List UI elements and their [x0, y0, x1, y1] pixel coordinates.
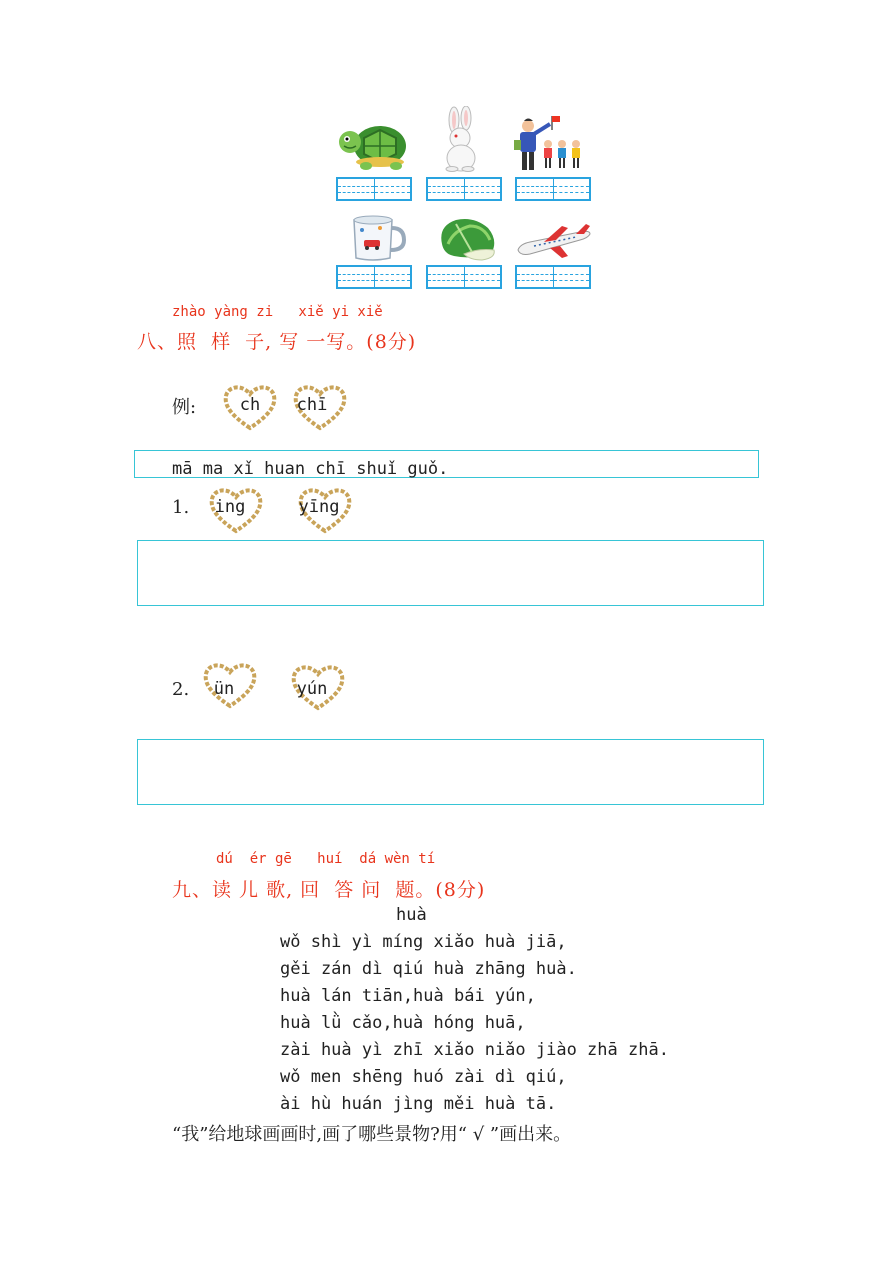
item1-heart-1: ing [214, 497, 246, 517]
teacher-children-icon [514, 114, 588, 172]
item2-answer-box[interactable] [137, 739, 764, 805]
section8-title: 八、照 样 子, 写 一写。(8分) [137, 331, 417, 353]
question-text: “我”给地球画画时,画了哪些景物?用“ √ ”画出来。 [172, 1124, 572, 1145]
writing-grid[interactable] [336, 177, 412, 201]
writing-grid[interactable] [426, 177, 502, 201]
section9-pinyin: dú ér gē huí dá wèn tí [216, 851, 436, 867]
poem-line: gěi zán dì qiú huà zhāng huà. [280, 959, 577, 979]
poem-line: huà lán tiān,huà bái yún, [280, 986, 536, 1006]
poem-line: wǒ men shēng huó zài dì qiú, [280, 1067, 567, 1087]
item1-heart-2: yīng [298, 497, 340, 517]
airplane-icon [514, 222, 592, 260]
item1-number: 1. [172, 497, 190, 518]
example-sentence: mā ma xǐ huan chī shuǐ guǒ. [172, 459, 449, 479]
writing-grid[interactable] [426, 265, 502, 289]
example-heart-1: ch [239, 395, 261, 415]
item2-number: 2. [172, 679, 190, 700]
mug-icon [350, 214, 406, 262]
cabbage-icon [434, 214, 500, 262]
example-label: 例: [172, 397, 197, 418]
writing-grid[interactable] [336, 265, 412, 289]
section9-title: 九、读 儿 歌, 回 答 问 题。(8分) [172, 879, 486, 901]
example-heart-2: chī [296, 395, 328, 415]
poem-line: ài hù huán jìng měi huà tā. [280, 1094, 557, 1114]
writing-grid[interactable] [515, 265, 591, 289]
poem-title: huà [396, 905, 427, 925]
rabbit-icon [440, 106, 482, 172]
item2-heart-2: yún [296, 679, 328, 699]
item1-answer-box[interactable] [137, 540, 764, 606]
poem-line: huà lǜ cǎo,huà hóng huā, [280, 1013, 526, 1033]
section8-pinyin: zhào yàng zi xiě yi xiě [172, 304, 383, 320]
item2-heart-1: ün [213, 679, 235, 699]
poem-line: zài huà yì zhī xiǎo niǎo jiào zhā zhā. [280, 1040, 669, 1060]
poem-line: wǒ shì yì míng xiǎo huà jiā, [280, 932, 567, 952]
turtle-icon [336, 118, 410, 172]
writing-grid[interactable] [515, 177, 591, 201]
